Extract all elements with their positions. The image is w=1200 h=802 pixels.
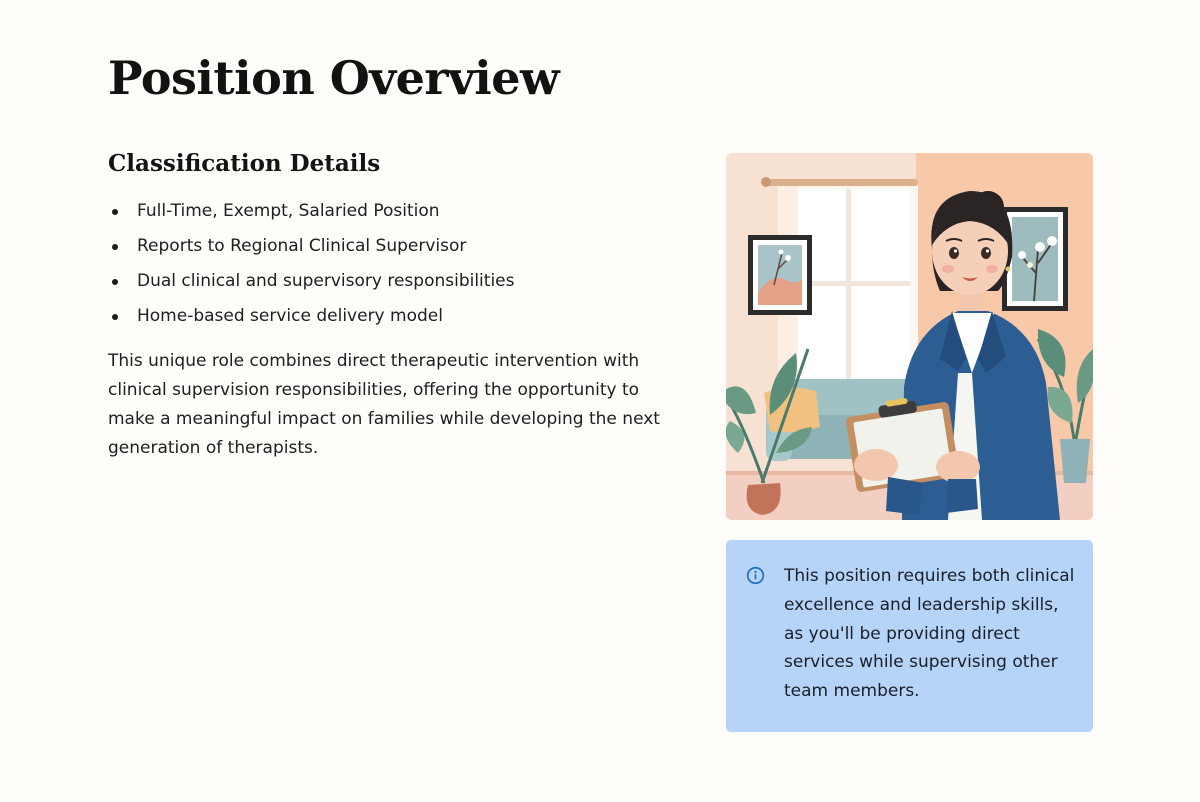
classification-list: [108, 194, 673, 334]
bullet-icon: [112, 314, 118, 320]
classification-section: [108, 146, 673, 463]
page-title: Position Overview: [108, 51, 560, 105]
list-item-text: Reports to Regional Clinical Supervisor: [137, 236, 467, 256]
therapist-illustration: [726, 153, 1093, 520]
list-item: [108, 229, 673, 264]
list-item: [108, 264, 673, 299]
list-item: [108, 299, 673, 334]
info-icon: [746, 566, 765, 585]
info-callout: [726, 540, 1093, 732]
bullet-icon: [112, 279, 118, 285]
bullet-icon: [112, 209, 118, 215]
list-item-text: Dual clinical and supervisory responsibilities: [137, 271, 515, 291]
list-item: [108, 194, 673, 229]
list-item-text: Home-based service delivery model: [137, 306, 443, 326]
section-heading: Classification Details: [108, 150, 381, 177]
list-item-text: Full-Time, Exempt, Salaried Position: [137, 201, 440, 221]
role-description: This unique role combines direct therapeutic intervention with clinical supervision responsibilities, offering the opportunity to make a meaningful impact on families while developing the next generation of therapists.: [108, 351, 660, 458]
info-callout-text: This position requires both clinical excellence and leadership skills, as you'll be providing direct services while supervising other team members.: [784, 566, 1075, 702]
bullet-icon: [112, 244, 118, 250]
